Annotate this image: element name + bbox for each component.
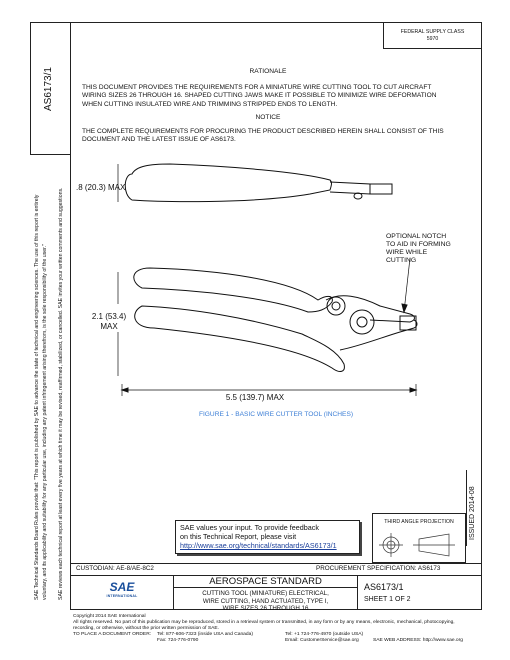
tool-spring-pivot [327, 297, 345, 315]
tool-main-pivot [350, 310, 374, 334]
document-title [174, 590, 357, 613]
projection-box [372, 513, 466, 563]
tool-lower-jaw [340, 320, 417, 350]
feedback-box [175, 520, 360, 554]
dim-length-label: 5.5 (139.7) MAX [225, 393, 285, 402]
federal-supply-class-label: FEDERAL SUPPLY CLASS [400, 29, 465, 35]
dim-thickness-label: .8 (20.3) MAX [76, 183, 126, 192]
footer [73, 614, 493, 644]
feedback-line-2: on this Technical Report, please visit [180, 532, 297, 541]
footer-order-label: TO PLACE A DOCUMENT ORDER: [73, 632, 152, 637]
notice-heading: NOTICE [255, 114, 281, 121]
footer-tel-1: Tel: 877-606-7323 (inside USA and Canada) [157, 632, 253, 637]
footer-rights-1: All rights reserved. No part of this publication may be reproduced, stored in a retrieval system or transmitted, in any form or by any means, electronic, mechanical, photocopying, [73, 620, 455, 625]
projection-symbol [373, 528, 465, 562]
number-cell [364, 582, 411, 604]
sheet-number: SHEET 1 OF 2 [364, 596, 411, 603]
federal-supply-class-value: 5970 [426, 36, 439, 42]
title-line-2: WIRE CUTTING, HAND ACTUATED, TYPE I, [202, 597, 329, 605]
title-line-3: WIRE SIZES 26 THROUGH 16 [222, 605, 309, 612]
notch-note-line-2: TO AID IN FORMING [386, 241, 451, 248]
tool-side-view-handle [125, 164, 331, 202]
procurement-spec: PROCUREMENT SPECIFICATION: AS6173 [316, 565, 441, 572]
title-line-1: CUTTING TOOL (MINIATURE) ELECTRICAL, [202, 590, 329, 597]
notch-note [386, 233, 451, 265]
federal-supply-class-box [383, 22, 482, 49]
footer-copyright: Copyright 2014 SAE International [73, 614, 146, 619]
side-notice-line1: SAE Technical Standards Board Rules provide that: "This report is published by SAE to advance the state of technical and engineering sciences. The use of this report is entirely [34, 194, 40, 600]
standard-title-cell [174, 576, 358, 610]
wire-cutter-drawing [70, 150, 482, 420]
dim-height-value: 2.1 (53.4) [91, 312, 127, 321]
tool-lower-handle [135, 306, 345, 371]
custodian: CUSTODIAN: AE-8/AE-8C2 [76, 565, 154, 572]
title-block [70, 576, 482, 610]
sae-logo [104, 580, 140, 599]
dim-height-max: MAX [100, 322, 118, 331]
footer-email[interactable]: Email: CustomerService@sae.org [285, 638, 359, 643]
doc-number-column [30, 22, 70, 155]
sae-logo-sub: INTERNATIONAL [106, 594, 138, 598]
dim-height-label [84, 312, 134, 332]
notch-note-line-3: WIRE WHILE [386, 249, 428, 256]
tool-upper-handle [134, 268, 333, 312]
side-notice-line2: voluntary, and its applicability and suitability for any particular use, including any patent infringement arising therefrom, is the sole responsibility of the user." [42, 244, 48, 600]
issued-date: ISSUED 2014-08 [469, 486, 476, 540]
logo-cell [70, 576, 174, 610]
footer-tel-2: Tel: +1 724-776-4970 (outside USA) [285, 632, 364, 637]
footer-rights-2: recording, or otherwise, without the prior written permission of SAE. [73, 626, 219, 631]
tool-side-view-tip [370, 184, 392, 194]
doc-number-vertical: AS6173/1 [43, 67, 54, 111]
footer-fax: Fax: 724-776-0790 [157, 638, 199, 643]
tool-side-view-jaw [330, 182, 370, 194]
feedback-link[interactable]: http://www.sae.org/technical/standards/AS6173/1 [180, 541, 337, 550]
figure-caption: FIGURE 1 - BASIC WIRE CUTTER TOOL (INCHES) [198, 411, 354, 418]
notch-note-line-4: CUTTING [386, 257, 417, 264]
aerospace-standard: AEROSPACE STANDARD [174, 576, 357, 588]
notch-note-line-1: OPTIONAL NOTCH [386, 233, 447, 240]
sae-logo-text: SAE [109, 580, 135, 594]
rationale-heading: RATIONALE [249, 68, 287, 75]
title-block-number: AS6173/1 [364, 582, 404, 592]
projection-label: THIRD ANGLE PROJECTION [384, 519, 454, 525]
feedback-line-1: SAE values your input. To provide feedback [180, 523, 319, 532]
footer-web[interactable]: SAE WEB ADDRESS: http://www.sae.org [373, 638, 463, 643]
side-notice-line3: SAE reviews each technical report at least every five years at which time it may be revised, reaffirmed, stabilized, or cancelled. SAE invites your written comments and suggestions. [58, 187, 64, 600]
rationale-text: THIS DOCUMENT PROVIDES THE REQUIREMENTS FOR A MINIATURE WIRE CUTTING TOOL TO CUT AIRCRAFT WIRING SIZES 26 THROUGH 16. SHAPED CUTTING JAWS MAKE IT POSSIBLE TO MINIMIZE WIRE DEFORMATION WHEN CUTTING INSULATED WIRE AND TRIMMING STRIPPED ENDS TO LENGTH. [82, 84, 437, 108]
notice-text: THE COMPLETE REQUIREMENTS FOR PROCURING THE PRODUCT DESCRIBED HEREIN SHALL CONSIST OF THIS DOCUMENT AND THE LATEST ISSUE OF AS6173. [82, 128, 444, 144]
